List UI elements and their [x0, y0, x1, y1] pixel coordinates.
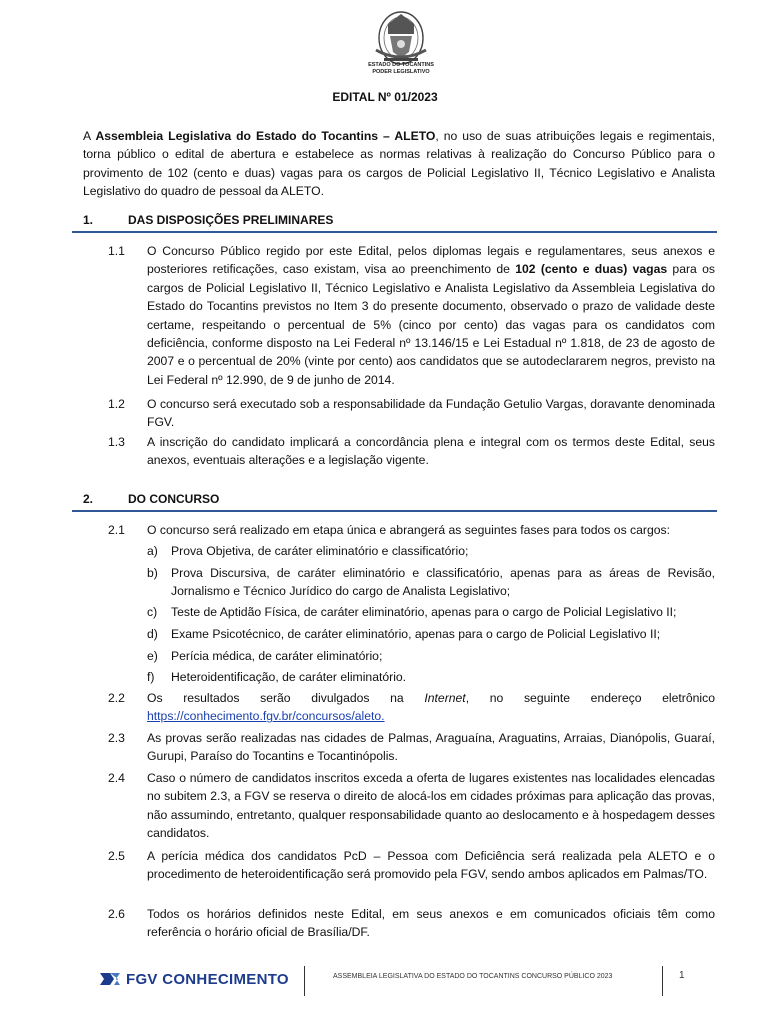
results-link[interactable]: https://conhecimento.fgv.br/concursos/aleto.: [147, 709, 385, 724]
item-number: 2.5: [108, 849, 125, 863]
item-2-5: A perícia médica dos candidatos PcD – Pessoa com Deficiência será realizada pela ALETO e o procedimento de heteroidentificação será promovido pela FGV, sendo ambos aplicados em Palmas/TO.: [147, 849, 715, 882]
subitem-text: Heteroidentificação, de caráter eliminatório.: [171, 670, 407, 684]
item-1-1: [147, 242, 715, 389]
item-2-2: [147, 689, 715, 726]
subitem-text: Exame Psicotécnico, de caráter eliminatório, apenas para o cargo de Policial Legislativo II;: [171, 627, 661, 641]
intro-bold: Assembleia Legislativa do Estado do Tocantins – ALETO: [95, 129, 436, 143]
item-number: 2.3: [108, 731, 125, 745]
subitem-letter: b): [147, 566, 158, 580]
subitem-letter: a): [147, 544, 158, 558]
seal-caption-line1: ESTADO DO TOCANTINS: [368, 62, 434, 68]
item-number: 2.1: [108, 523, 125, 537]
section-divider: [72, 510, 717, 512]
footer-divider: [662, 966, 663, 996]
subitem-letter: c): [147, 605, 158, 619]
item-1-1-pre: O Concurso Público regido por este Edital, pelos diplomas legais e regulamentares, seus anexos e posteriores retificações, caso existam, visa ao preenchimento de: [147, 244, 715, 277]
item-2-2-mid: , no seguinte endereço eletrônico: [465, 691, 715, 705]
subitem-text: Prova Objetiva, de caráter eliminatório e classificatório;: [171, 544, 469, 558]
item-2-2-pre: Os resultados serão divulgados na: [147, 691, 425, 705]
subitem-text: Teste de Aptidão Física, de caráter eliminatório, apenas para o cargo de Policial Legislativo II;: [171, 605, 677, 619]
fgv-arrow-icon: [100, 971, 122, 987]
item-number: 1.2: [108, 397, 125, 411]
item-1-2: O concurso será executado sob a responsabilidade da Fundação Getulio Vargas, doravante denominada FGV.: [147, 397, 715, 430]
section-number: 2.: [83, 492, 94, 506]
item-1-1-bold: 102 (cento e duas) vagas: [515, 262, 668, 277]
item-2-2-italic: Internet: [424, 691, 466, 705]
subitem-text: Prova Discursiva, de caráter eliminatório e classificatório, apenas para as áreas de Revisão, Jornalismo e Técnico Jurídico do cargo de Analista Legislativo;: [171, 566, 715, 599]
item-2-4: Caso o número de candidatos inscritos exceda a oferta de lugares existentes nas localidades elencadas no subitem 2.3, a FGV se reserva o direito de alocá-los em cidades próximas para aplicação das provas, não assumindo, entretanto, qualquer responsabilidade quanto ao deslocamento e à hospedagem desses candidatos.: [147, 771, 715, 841]
subitem-text: Perícia médica, de caráter eliminatório;: [171, 649, 383, 663]
section-label: DAS DISPOSIÇÕES PRELIMINARES: [128, 213, 334, 227]
item-2-3: As provas serão realizadas nas cidades de Palmas, Araguaína, Araguatins, Arraias, Dianópolis, Guaraí, Gurupi, Paraíso do Tocantins e Tocantinópolis.: [147, 731, 715, 764]
intro-paragraph: [83, 127, 715, 201]
item-number: 2.6: [108, 907, 125, 921]
subitem-letter: e): [147, 649, 158, 663]
item-1-3: A inscrição do candidato implicará a concordância plena e integral com os termos deste Edital, seus anexos, eventuais alterações e a legislação vigente.: [147, 435, 715, 468]
subitem-letter: f): [147, 670, 155, 684]
page-number: 1: [679, 970, 685, 981]
fgv-logo-text: FGV CONHECIMENTO: [126, 970, 289, 988]
item-number: 2.4: [108, 771, 125, 785]
seal-caption: [340, 62, 462, 75]
section-label: DO CONCURSO: [128, 492, 220, 506]
item-2-6: Todos os horários definidos neste Edital, em seus anexos e em comunicados oficiais têm como referência o horário oficial de Brasília/DF.: [147, 907, 715, 940]
footer-divider: [304, 966, 305, 996]
item-number: 2.2: [108, 691, 125, 705]
item-1-1-post: para os cargos de Policial Legislativo II, Técnico Legislativo e Analista Legislativo da Assembleia Legislativa do Estado do Tocantins previstos no Item 3 do presente documento, observado o prazo de validade deste certame, respeitando o percentual de 5% (cinco por cento) das vagas para os candidatos com deficiência, conforme disposto na Lei Federal nº 13.146/15 e Lei Estadual nº 1.818, de 23 de agosto de 2007 e o percentual de 20% (vinte por cento) aos candidatos que se autodeclararem negros, previsto na Lei Federal nº 12.990, de 9 de junho de 2014.: [147, 262, 715, 387]
seal-caption-line2: PODER LEGISLATIVO: [372, 68, 430, 75]
section-divider: [72, 231, 717, 233]
subitem-letter: d): [147, 627, 158, 641]
item-2-2-line1: [147, 689, 715, 707]
intro-post: , no uso de suas atribuições legais e regimentais, torna público o edital de abertura e estabelece as normas relativas à realização do Concurso Público para o provimento de 102 (cento e duas) vagas para os cargos de Policial Legislativo II, Técnico Legislativo e Analista Legislativo do quadro de pessoal da ALETO.: [83, 129, 715, 199]
fgv-logo: [100, 968, 289, 990]
section-number: 1.: [83, 213, 94, 227]
document-title: EDITAL Nº 01/2023: [332, 90, 438, 104]
intro-pre: A: [83, 129, 96, 143]
item-number: 1.3: [108, 435, 125, 449]
footer-title: ASSEMBLEIA LEGISLATIVA DO ESTADO DO TOCANTINS CONCURSO PÚBLICO 2023: [333, 973, 613, 980]
item-number: 1.1: [108, 244, 125, 258]
item-2-1: O concurso será realizado em etapa única e abrangerá as seguintes fases para todos os cargos:: [147, 523, 671, 537]
